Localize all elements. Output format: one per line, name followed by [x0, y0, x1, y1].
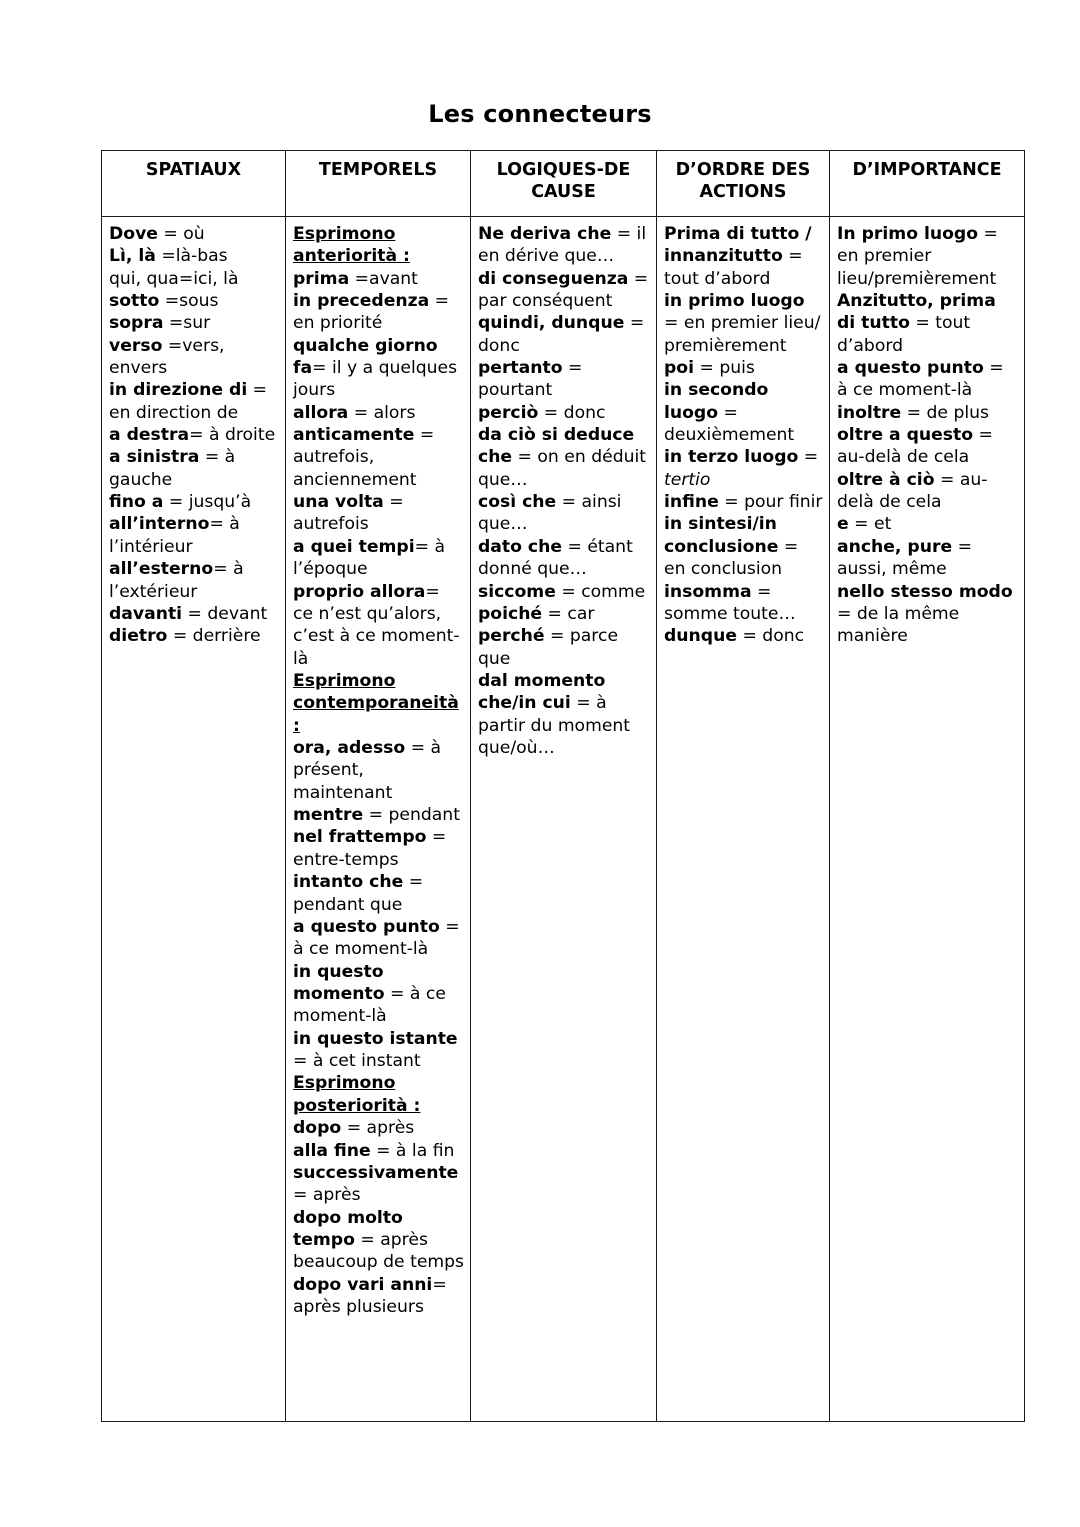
entry-definition: = somme toute… [664, 581, 796, 624]
entry-term: insomma [664, 581, 752, 602]
entry-item [293, 335, 464, 402]
entry-definition: = après plusieurs [293, 1274, 447, 1318]
entry-term: Ne deriva che [478, 223, 612, 244]
entry-term: anche, pure [837, 536, 953, 557]
entry-term: in terzo luogo [664, 447, 799, 468]
entry-item [837, 581, 1018, 648]
entry-definition: = autrefois, anciennement [293, 425, 435, 490]
table-body [102, 216, 1025, 1421]
entry-definition: = en premier lieu/premièrement [837, 223, 998, 289]
entry-term: oltre à ciò [837, 469, 935, 490]
entry-definition: =sur [163, 313, 211, 334]
entry-item [837, 290, 1018, 357]
entry-item [109, 335, 279, 380]
entry-definition: = à partir du moment que/où… [478, 693, 631, 759]
entry-term: a sinistra [109, 447, 200, 468]
entry-definition: = à la fin [370, 1140, 455, 1161]
entry-item [478, 268, 650, 313]
entry-definition: = entre-temps [293, 827, 447, 870]
connectors-table-wrapper [101, 150, 1013, 1422]
entry-definition: = étant donné que… [478, 536, 633, 580]
entry-term: ora, adesso [293, 738, 406, 759]
entry-definition: = et [848, 514, 892, 535]
entry-definition: = en priorité [293, 290, 450, 334]
entry-item [109, 424, 279, 446]
entry-item [837, 357, 1018, 402]
entry-list-logiques-de-cause [478, 223, 650, 760]
table-header-row-group [102, 151, 1025, 217]
entry-term: a quei tempi [293, 536, 415, 557]
entry-term: fino a [109, 492, 164, 513]
entry-term: davanti [109, 603, 183, 624]
entry-item [293, 916, 464, 961]
entry-item [664, 513, 823, 580]
entry-definition: = alors [348, 402, 416, 423]
entry-definition: = par conséquent [478, 268, 649, 311]
entry-item [664, 446, 823, 491]
entry-term: nel frattempo [293, 827, 427, 848]
entry-term: dopo [293, 1118, 342, 1139]
entry-definition: = pour finir [718, 492, 823, 513]
entry-item [664, 290, 823, 357]
entry-section-heading: Esprimono contemporaneità : [293, 670, 459, 736]
entry-definition: = à cet instant [293, 1051, 421, 1072]
entry-term: dopo molto tempo [293, 1207, 403, 1250]
table-row [102, 216, 1025, 1421]
entry-definition: = comme [555, 581, 646, 602]
column-header-temporels: TEMPORELS [286, 151, 471, 217]
entry-item [478, 402, 650, 424]
entry-definition: = à l’époque [293, 536, 446, 580]
cell-ordre-des-actions [657, 216, 830, 1421]
entry-item [109, 513, 279, 558]
entry-item [109, 312, 279, 334]
entry-item [293, 961, 464, 1028]
entry-term: successivamente [293, 1162, 459, 1183]
entry-definition: qui, qua=ici, là [109, 268, 239, 289]
entry-item [293, 826, 464, 871]
entry-item [293, 1162, 464, 1207]
entry-definition: = pourtant [478, 357, 583, 401]
entry-list-ordre-des-actions [664, 223, 823, 648]
entry-definition: = tout d’abord [664, 246, 803, 289]
entry-definition: = on en déduit que… [478, 447, 647, 490]
entry-term: dato che [478, 536, 562, 557]
entry-item [664, 581, 823, 626]
entry-item [109, 223, 279, 245]
entry-item [664, 223, 823, 290]
entry-definition: = après [341, 1118, 415, 1139]
entry-item [478, 603, 650, 625]
entry-item [478, 581, 650, 603]
entry-definition: = à ce moment-là [293, 916, 460, 960]
entry-item [664, 491, 823, 513]
entry-definition: = à gauche [109, 447, 236, 490]
entry-item [837, 402, 1018, 424]
entry-item [293, 491, 464, 536]
entry-item [293, 536, 464, 581]
entry-item [293, 1207, 464, 1274]
entry-term: Lì, là [109, 246, 156, 267]
column-header-spatiaux: SPATIAUX [102, 151, 286, 217]
entry-term: qualche giorno fa [293, 335, 438, 378]
entry-item [478, 670, 650, 759]
entry-item [293, 804, 464, 826]
column-header-logiques-de-cause: LOGIQUES-DE CAUSE [471, 151, 657, 217]
entry-term: anticamente [293, 425, 415, 446]
entry-definition: = en conclusion [664, 536, 799, 580]
entry-item [837, 223, 1018, 290]
entry-item [293, 290, 464, 335]
entry-item [109, 603, 279, 625]
table-header-row [102, 151, 1025, 217]
cell-temporels [286, 216, 471, 1421]
entry-list-temporels [293, 223, 464, 1319]
entry-definition: = à l’extérieur [109, 559, 244, 602]
entry-definition: = il y a quelques jours [293, 357, 458, 401]
entry-term: infine [664, 492, 719, 513]
entry-item [664, 357, 823, 379]
entry-definition: = puis [694, 357, 755, 378]
entry-item [109, 558, 279, 603]
entry-definition: = donc [736, 626, 805, 647]
entry-item [664, 379, 823, 446]
entry-term: all’interno [109, 514, 210, 535]
entry-item [293, 424, 464, 491]
entry-definition: = après beaucoup de temps [293, 1229, 465, 1273]
entry-definition: = parce que [478, 626, 619, 669]
entry-item [837, 513, 1018, 535]
entry-term: proprio allora [293, 581, 426, 602]
entry-term: in primo luogo [664, 290, 805, 311]
entry-term: in direzione di [109, 380, 248, 401]
entry-item [293, 581, 464, 670]
entry-definition: = en premier lieu/ premièrement [664, 313, 821, 356]
entry-term: Anzitutto, prima di tutto [837, 290, 996, 334]
entry-definition: = à ce moment-là [293, 984, 446, 1027]
entry-item [293, 402, 464, 424]
entry-definition: = ainsi que… [478, 492, 622, 535]
entry-definition: = de plus [901, 402, 989, 423]
entry-item [293, 268, 464, 290]
entry-item [109, 446, 279, 491]
entry-definition: =vers, envers [109, 335, 225, 378]
entry-item [109, 379, 279, 424]
entry-item [478, 491, 650, 536]
entry-definition: =là-bas [155, 246, 228, 267]
entry-definition: = car [542, 603, 595, 624]
entry-definition: = donc [478, 313, 645, 356]
entry-definition: = aussi, même [837, 536, 972, 580]
entry-item [837, 469, 1018, 514]
entry-definition: = où [157, 223, 205, 244]
entry-item [478, 312, 650, 357]
entry-term: inoltre [837, 402, 902, 423]
entry-item [293, 1028, 464, 1073]
entry-item [293, 871, 464, 916]
entry-item [109, 245, 279, 267]
entry-item [109, 491, 279, 513]
entry-term: prima [293, 268, 350, 289]
entry-item [478, 424, 650, 491]
entry-term: poiché [478, 603, 543, 624]
entry-definition: =avant [349, 268, 418, 289]
entry-term: in secondo luogo [664, 380, 769, 423]
entry-term: perché [478, 626, 545, 647]
entry-term: quindi, dunque [478, 313, 625, 334]
entry-term: di conseguenza [478, 268, 629, 289]
entry-definition: = [798, 447, 819, 468]
entry-term: siccome [478, 581, 556, 602]
entry-term: dopo vari anni [293, 1274, 433, 1295]
entry-term: Prima di tutto / innanzitutto [664, 223, 812, 267]
entry-term: a questo punto [293, 916, 440, 937]
entry-term: poi [664, 357, 695, 378]
entry-term: nello stesso modo [837, 581, 1013, 602]
entry-term: sopra [109, 313, 164, 334]
entry-item [293, 737, 464, 804]
entry-definition: = tout d’abord [837, 313, 971, 356]
entry-term: a destra [109, 425, 190, 446]
entry-item [293, 1274, 464, 1319]
entry-definition: = autrefois [293, 492, 404, 535]
entry-term: allora [293, 402, 349, 423]
entry-term: sotto [109, 290, 160, 311]
entry-definition: = à droite [189, 425, 276, 446]
entry-item [109, 268, 279, 290]
entry-term: in questo momento [293, 961, 385, 1004]
entry-item [293, 1117, 464, 1139]
entry-term: alla fine [293, 1140, 371, 1161]
entry-term: oltre a questo [837, 425, 974, 446]
cell-logiques-de-cause [471, 216, 657, 1421]
entry-term: intanto che [293, 872, 404, 893]
entry-definition: = en direction de [109, 380, 268, 423]
entry-definition: = il en dérive que… [478, 223, 647, 267]
page-title: Les connecteurs [428, 100, 652, 128]
entry-definition: = donc [538, 402, 606, 423]
entry-definition: = au-delà de cela [837, 425, 993, 468]
cell-importance [830, 216, 1025, 1421]
entry-item [837, 536, 1018, 581]
entry-definition: = à ce moment-là [837, 357, 1004, 401]
entry-term: In primo luogo [837, 223, 979, 244]
entry-item [293, 1140, 464, 1162]
entry-section-heading: Esprimono anteriorità : [293, 223, 410, 267]
column-header-importance: D’IMPORTANCE [830, 151, 1025, 217]
entry-definition-italic: tertio [664, 469, 711, 490]
entry-term: all’esterno [109, 559, 214, 580]
entry-term: a questo punto [837, 357, 984, 378]
entry-term: pertanto [478, 357, 563, 378]
entry-item [478, 625, 650, 670]
entry-term: da ciò si deduce che [478, 425, 635, 468]
entry-item [478, 357, 650, 402]
entry-item [478, 223, 650, 268]
entry-definition: = après [293, 1185, 361, 1206]
entry-term: una volta [293, 492, 384, 513]
entry-definition: = derrière [167, 626, 261, 647]
entry-term: mentre [293, 805, 364, 826]
entry-definition: =sous [159, 290, 219, 311]
entry-item [664, 625, 823, 647]
entry-definition: = à présent, maintenant [293, 738, 442, 803]
entry-term: perciò [478, 402, 539, 423]
entry-definition: = au-delà de cela [837, 469, 988, 513]
entry-list-importance [837, 223, 1018, 648]
entry-term: dal momento che/in cui [478, 670, 606, 714]
entry-term: dunque [664, 626, 737, 647]
entry-definition: = jusqu’à [163, 492, 252, 513]
entry-term: dietro [109, 626, 168, 647]
entry-term: in precedenza [293, 290, 430, 311]
entry-term: Dove [109, 223, 158, 244]
connectors-table [101, 150, 1025, 1422]
entry-list-spatiaux [109, 223, 279, 648]
entry-item [109, 290, 279, 312]
entry-definition: = pendant [363, 805, 460, 826]
entry-definition: = de la même manière [837, 603, 960, 647]
entry-item [109, 625, 279, 647]
entry-item [837, 424, 1018, 469]
entry-item [478, 536, 650, 581]
entry-definition: = pendant que [293, 872, 424, 915]
entry-definition: = ce n’est qu’alors, c’est à ce moment-là [293, 581, 460, 669]
entry-definition: = deuxièmement [664, 402, 795, 446]
entry-definition: = devant [182, 603, 268, 624]
entry-term: in sintesi/in conclusione [664, 514, 779, 557]
entry-section-heading: Esprimono posteriorità : [293, 1073, 421, 1116]
entry-term: così che [478, 492, 557, 513]
entry-term: verso [109, 335, 163, 356]
column-header-ordre-des-actions: D’ORDRE DES ACTIONS [657, 151, 830, 217]
entry-term: in questo istante [293, 1028, 458, 1049]
entry-term: e [837, 514, 849, 535]
cell-spatiaux [102, 216, 286, 1421]
entry-definition: = à l’intérieur [109, 514, 240, 557]
